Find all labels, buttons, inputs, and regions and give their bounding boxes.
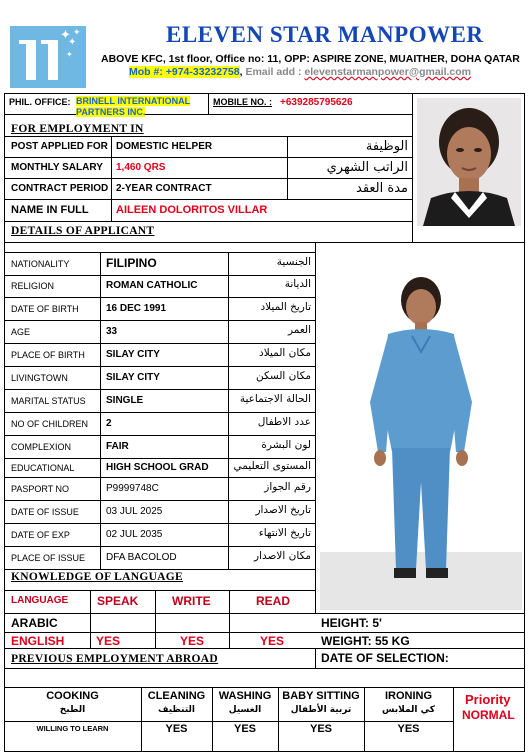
emp-label-name: NAME IN FULL (11, 204, 89, 216)
applicant-full-body-photo (320, 252, 522, 610)
detail-label: AGE (11, 326, 31, 337)
company-logo: ✦ ✦ ✦ ✦ (10, 26, 86, 88)
weight-label: WEIGHT: 55 KG (321, 634, 410, 648)
contact-line: Mob #: +974-33232758, Email add : elevenstarmanpower@gmail.com (129, 66, 472, 78)
date-of-selection-label: DATE OF SELECTION: (321, 651, 449, 665)
skill-title: CLEANING (147, 690, 206, 702)
email-label: Email add : (245, 66, 302, 78)
detail-arabic: مكان الاصدار (254, 549, 311, 562)
email-address[interactable]: elevenstarmanpower@gmail.com (304, 66, 472, 78)
detail-value: SILAY CITY (106, 348, 160, 360)
skill-value: WILLING TO LEARN (36, 724, 109, 733)
lang-header-language: LANGUAGE (11, 595, 69, 606)
language-section-title: KNOWLEDGE OF LANGUAGE (11, 571, 183, 583)
detail-label: NO OF CHILDREN (11, 418, 89, 429)
detail-label: PLACE OF BIRTH (11, 349, 85, 360)
detail-label: RELIGION (11, 281, 55, 291)
detail-value: 16 DEC 1991 (106, 302, 167, 314)
detail-arabic: الحالة الاجتماعية (239, 392, 311, 405)
detail-arabic: مكان الميلاد (259, 346, 311, 359)
lang-english-read: YES (260, 634, 285, 648)
emp-label-contract: CONTRACT PERIOD (11, 183, 109, 194)
skill-value: YES (309, 723, 332, 735)
detail-value: SILAY CITY (106, 371, 160, 383)
detail-value: FAIR (106, 440, 129, 452)
emp-arabic-post: الوظيفة (365, 139, 408, 154)
detail-arabic: مكان السكن (256, 369, 311, 382)
detail-value: 03 JUL 2025 (106, 505, 163, 517)
detail-arabic: المستوى التعليمي (233, 459, 311, 472)
detail-label: DATE OF ISSUE (11, 506, 79, 517)
detail-arabic: عدد الاطفال (257, 415, 311, 428)
detail-value: 33 (106, 325, 118, 337)
detail-value: SINGLE (106, 394, 144, 406)
lang-header-speak: SPEAK (97, 594, 139, 608)
lang-header-read: READ (256, 594, 291, 608)
skill-value: YES (165, 723, 188, 735)
detail-value: 2 (106, 417, 112, 429)
skill-title: BABY SITTING (282, 690, 360, 702)
skill-title: COOKING (46, 690, 99, 702)
skill-arabic: تربية الأطفال (290, 705, 352, 715)
phil-office-value: BRINELL INTERNATIONAL PARTNERS INC. (76, 96, 191, 117)
detail-label: DATE OF EXP (11, 529, 70, 540)
detail-value: HIGH SCHOOL GRAD (106, 461, 209, 473)
emp-value-post: DOMESTIC HELPER (116, 141, 213, 152)
detail-value: ROMAN CATHOLIC (106, 280, 198, 291)
detail-label: PASPORT NO (11, 483, 70, 494)
emp-label-salary: MONTHLY SALARY (11, 162, 103, 173)
emp-arabic-contract: مدة العقد (356, 181, 408, 196)
lang-header-write: WRITE (172, 594, 211, 608)
detail-arabic: تاريخ الميلاد (260, 300, 311, 313)
priority-label: Priority (465, 692, 511, 707)
detail-label: COMPLEXION (11, 441, 72, 452)
detail-arabic: لون البشرة (261, 438, 311, 451)
skill-arabic: الغسيل (228, 705, 262, 715)
skill-value: YES (397, 723, 420, 735)
detail-arabic: الجنسية (276, 255, 311, 268)
employment-section-title: FOR EMPLOYMENT IN (11, 123, 144, 135)
skill-value: YES (233, 723, 256, 735)
emp-value-name: AILEEN DOLORITOS VILLAR (116, 204, 268, 216)
emp-value-contract: 2-YEAR CONTRACT (116, 183, 212, 194)
detail-value: P9999748C (106, 482, 159, 494)
emp-label-post: POST APPLIED FOR (11, 141, 108, 152)
skill-title: WASHING (218, 690, 272, 702)
skill-title: IRONING (384, 690, 433, 702)
skill-arabic: الطبخ (59, 705, 86, 715)
emp-value-salary: 1,460 QRS (116, 162, 166, 173)
skill-arabic: كي الملابس (382, 705, 435, 715)
detail-arabic: رقم الجواز (264, 480, 311, 493)
mobile-number: Mob #: +974-33232758 (129, 66, 240, 78)
company-address: ABOVE KFC, 1st floor, Office no: 11, OPP: ASPIRE ZONE, MUAITHER, DOHA QATAR (101, 53, 520, 65)
detail-label: PLACE OF ISSUE (11, 552, 86, 563)
lang-english-speak: YES (96, 634, 121, 648)
mobile-label: MOBILE NO. : (213, 97, 272, 107)
company-name: ELEVEN STAR MANPOWER (166, 22, 484, 47)
priority-value: NORMAL (462, 708, 515, 722)
lang-english-label: ENGLISH (11, 634, 65, 648)
detail-value: DFA BACOLOD (106, 551, 177, 563)
detail-arabic: تاريخ الاصدار (255, 503, 311, 516)
detail-arabic: العمر (287, 323, 311, 336)
detail-arabic: الديانة (284, 278, 311, 290)
detail-label: MARITAL STATUS (11, 395, 86, 406)
phil-office-label: PHIL. OFFICE: (9, 97, 71, 107)
lang-arabic-label: ARABIC (11, 616, 58, 630)
previous-employment-title: PREVIOUS EMPLOYMENT ABROAD (11, 653, 218, 665)
detail-arabic: تاريخ الانتهاء (258, 526, 311, 539)
height-label: HEIGHT: 5' (321, 616, 382, 630)
detail-label: DATE OF BIRTH (11, 303, 79, 314)
detail-label: LIVINGTOWN (11, 372, 68, 383)
detail-value: 02 JUL 2035 (106, 528, 163, 540)
lang-english-write: YES (180, 634, 205, 648)
mobile-value: +639285795626 (280, 97, 353, 108)
applicant-portrait (417, 98, 521, 226)
skill-arabic: التنظيف (158, 705, 195, 715)
detail-value: FILIPINO (106, 255, 157, 270)
detail-label: EDUCATIONAL (11, 462, 75, 473)
emp-arabic-salary: الراتب الشهري (326, 160, 408, 175)
detail-label: NATIONALITY (11, 258, 70, 269)
details-section-title: DETAILS OF APPLICANT (11, 225, 155, 237)
